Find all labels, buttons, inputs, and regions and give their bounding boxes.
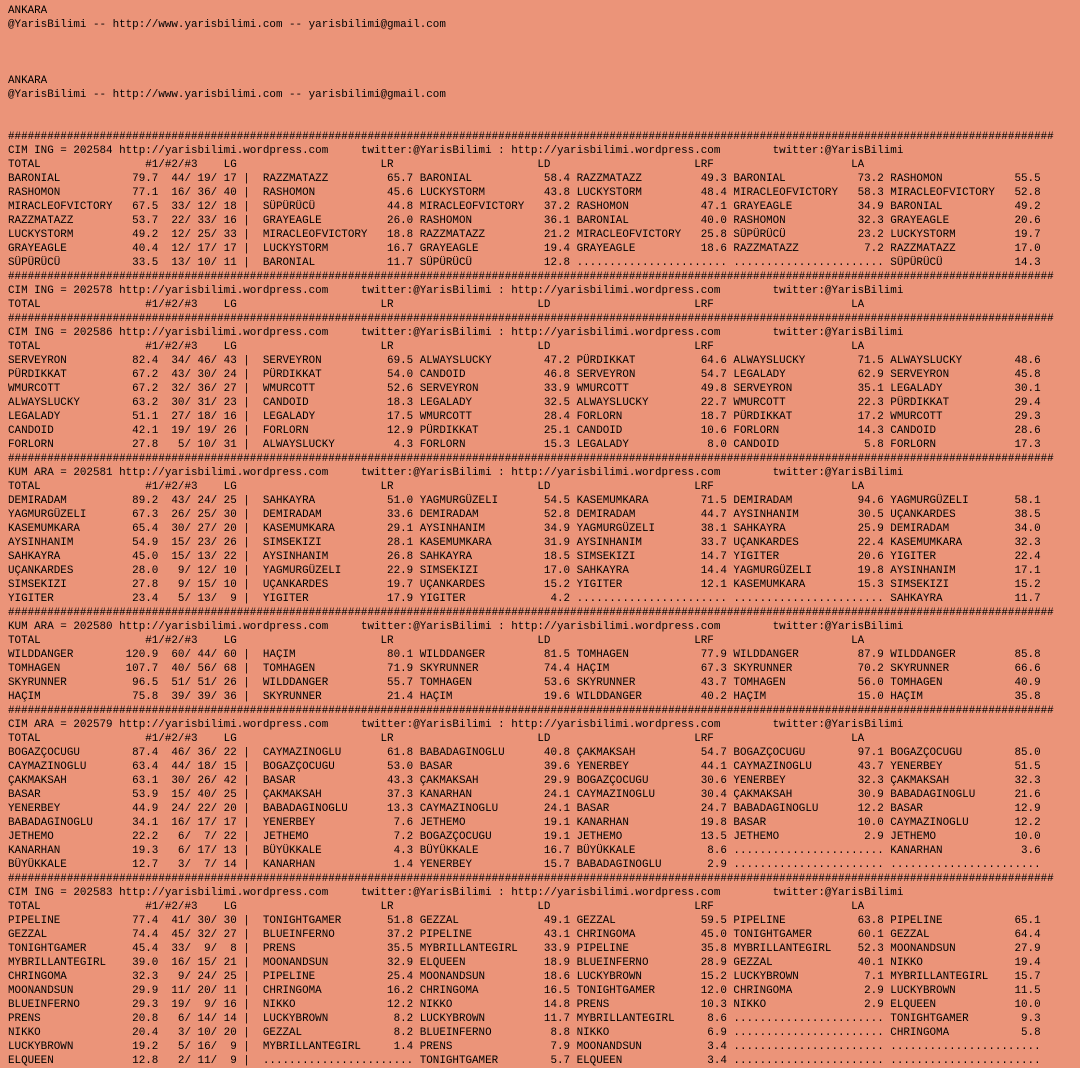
text-line: BOGAZÇOCUGU 87.4 46/ 36/ 22 | CAYMAZINOGLU 61.8 BABADAGINOGLU 40.8 ÇAKMAKSAH 54.7 BOGAZÇOCUGU 97.1 BOGAZÇOCUGU 85.0 [8, 747, 1041, 759]
section-divider: ################################################################################################################################################################ [8, 271, 1054, 283]
text-line: BÜYÜKKALE 12.7 3/ 7/ 14 | KANARHAN 1.4 YENERBEY 15.7 BABADAGINOGLU 2.9 ....................... ....................... [8, 859, 1041, 871]
race-header: CIM ING = 202586 http://yarisbilimi.wordpress.com twitter:@YarisBilimi : http://yarisbilimi.wordpress.com twitter:@YarisBilimi [8, 327, 904, 339]
text-line: SAHKAYRA 45.0 15/ 13/ 22 | AYSINHANIM 26.8 SAHKAYRA 18.5 SIMSEKIZI 14.7 YIGITER 20.6 YIGITER 22.4 [8, 551, 1041, 563]
race-header: CIM ING = 202584 http://yarisbilimi.wordpress.com twitter:@YarisBilimi : http://yarisbilimi.wordpress.com twitter:@YarisBilimi [8, 145, 904, 157]
text-line: PIPELINE 77.4 41/ 30/ 30 | TONIGHTGAMER 51.8 GEZZAL 49.1 GEZZAL 59.5 PIPELINE 63.8 PIPELINE 65.1 [8, 915, 1041, 927]
text-line: FORLORN 27.8 5/ 10/ 31 | ALWAYSLUCKY 4.3 FORLORN 15.3 LEGALADY 8.0 CANDOID 5.8 FORLORN 17.3 [8, 439, 1041, 451]
text-line: @YarisBilimi -- http://www.yarisbilimi.com -- yarisbilimi@gmail.com [8, 19, 446, 31]
section-divider: ################################################################################################################################################################ [8, 453, 1054, 465]
text-line: ANKARA [8, 75, 48, 87]
text-line: BLUEINFERNO 29.3 19/ 9/ 16 | NIKKO 12.2 NIKKO 14.8 PRENS 10.3 NIKKO 2.9 ELQUEEN 10.0 [8, 999, 1041, 1011]
text-line: CANDOID 42.1 19/ 19/ 26 | FORLORN 12.9 PÜRDIKKAT 25.1 CANDOID 10.6 FORLORN 14.3 CANDOID 28.6 [8, 425, 1041, 437]
section-divider: ################################################################################################################################################################ [8, 131, 1054, 143]
text-line: NIKKO 20.4 3/ 10/ 20 | GEZZAL 8.2 BLUEINFERNO 8.8 NIKKO 6.9 ....................... CHRINGOMA 5.8 [8, 1027, 1041, 1039]
text-line: SERVEYRON 82.4 34/ 46/ 43 | SERVEYRON 69.5 ALWAYSLUCKY 47.2 PÜRDIKKAT 64.6 ALWAYSLUCKY 71.5 ALWAYSLUCKY 48.6 [8, 355, 1041, 367]
text-line: WMURCOTT 67.2 32/ 36/ 27 | WMURCOTT 52.6 SERVEYRON 33.9 WMURCOTT 49.8 SERVEYRON 35.1 LEGALADY 30.1 [8, 383, 1041, 395]
column-header: TOTAL #1/#2/#3 LG LR LD LRF LA [8, 733, 865, 745]
section-divider: ################################################################################################################################################################ [8, 873, 1054, 885]
column-header: TOTAL #1/#2/#3 LG LR LD LRF LA [8, 635, 865, 647]
section-divider: ################################################################################################################################################################ [8, 607, 1054, 619]
text-line: ÇAKMAKSAH 63.1 30/ 26/ 42 | BASAR 43.3 ÇAKMAKSAH 29.9 BOGAZÇOCUGU 30.6 YENERBEY 32.3 ÇAKMAKSAH 32.3 [8, 775, 1041, 787]
text-line: JETHEMO 22.2 6/ 7/ 22 | JETHEMO 7.2 BOGAZÇOCUGU 19.1 JETHEMO 13.5 JETHEMO 2.9 JETHEMO 10.0 [8, 831, 1041, 843]
text-line: DEMIRADAM 89.2 43/ 24/ 25 | SAHKAYRA 51.0 YAGMURGÜZELI 54.5 KASEMUMKARA 71.5 DEMIRADAM 94.6 YAGMURGÜZELI 58.1 [8, 495, 1041, 507]
text-line: TOMHAGEN 107.7 40/ 56/ 68 | TOMHAGEN 71.9 SKYRUNNER 74.4 HAÇIM 67.3 SKYRUNNER 70.2 SKYRUNNER 66.6 [8, 663, 1041, 675]
text-line: ALWAYSLUCKY 63.2 30/ 31/ 23 | CANDOID 18.3 LEGALADY 32.5 ALWAYSLUCKY 22.7 WMURCOTT 22.3 PÜRDIKKAT 29.4 [8, 397, 1041, 409]
text-line: SIMSEKIZI 27.8 9/ 15/ 10 | UÇANKARDES 19.7 UÇANKARDES 15.2 YIGITER 12.1 KASEMUMKARA 15.3 SIMSEKIZI 15.2 [8, 579, 1041, 591]
text-line: @YarisBilimi -- http://www.yarisbilimi.com -- yarisbilimi@gmail.com [8, 89, 446, 101]
text-line: KASEMUMKARA 65.4 30/ 27/ 20 | KASEMUMKARA 29.1 AYSINHANIM 34.9 YAGMURGÜZELI 38.1 SAHKAYRA 25.9 DEMIRADAM 34.0 [8, 523, 1041, 535]
text-line: LEGALADY 51.1 27/ 18/ 16 | LEGALADY 17.5 WMURCOTT 28.4 FORLORN 18.7 PÜRDIKKAT 17.2 WMURCOTT 29.3 [8, 411, 1041, 423]
text-line: MOONANDSUN 29.9 11/ 20/ 11 | CHRINGOMA 16.2 CHRINGOMA 16.5 TONIGHTGAMER 12.0 CHRINGOMA 2.9 LUCKYBROWN 11.5 [8, 985, 1041, 997]
text-line: HAÇIM 75.8 39/ 39/ 36 | SKYRUNNER 21.4 HAÇIM 19.6 WILDDANGER 40.2 HAÇIM 15.0 HAÇIM 35.8 [8, 691, 1041, 703]
column-header: TOTAL #1/#2/#3 LG LR LD LRF LA [8, 341, 865, 353]
race-header: KUM ARA = 202581 http://yarisbilimi.wordpress.com twitter:@YarisBilimi : http://yarisbilimi.wordpress.com twitter:@YarisBilimi [8, 467, 904, 479]
text-line: RASHOMON 77.1 16/ 36/ 40 | RASHOMON 45.6 LUCKYSTORM 43.8 LUCKYSTORM 48.4 MIRACLEOFVICTORY 58.3 MIRACLEOFVICTORY 52.8 [8, 187, 1041, 199]
text-line: PRENS 20.8 6/ 14/ 14 | LUCKYBROWN 8.2 LUCKYBROWN 11.7 MYBRILLANTEGIRL 8.6 ....................... TONIGHTGAMER 9.3 [8, 1013, 1041, 1025]
text-line: LUCKYSTORM 49.2 12/ 25/ 33 | MIRACLEOFVICTORY 18.8 RAZZMATAZZ 21.2 MIRACLEOFVICTORY 25.8 SÜPÜRÜCÜ 23.2 LUCKYSTORM 19.7 [8, 229, 1041, 241]
section-divider: ################################################################################################################################################################ [8, 313, 1054, 325]
text-line: BABADAGINOGLU 34.1 16/ 17/ 17 | YENERBEY 7.6 JETHEMO 19.1 KANARHAN 19.8 BASAR 10.0 CAYMAZINOGLU 12.2 [8, 817, 1041, 829]
race-header: CIM ING = 202583 http://yarisbilimi.wordpress.com twitter:@YarisBilimi : http://yarisbilimi.wordpress.com twitter:@YarisBilimi [8, 887, 904, 899]
text-line: KANARHAN 19.3 6/ 17/ 13 | BÜYÜKKALE 4.3 BÜYÜKKALE 16.7 BÜYÜKKALE 8.6 ....................... KANARHAN 3.6 [8, 845, 1041, 857]
text-line: YENERBEY 44.9 24/ 22/ 20 | BABADAGINOGLU 13.3 CAYMAZINOGLU 24.1 BASAR 24.7 BABADAGINOGLU 12.2 BASAR 12.9 [8, 803, 1041, 815]
section-divider: ################################################################################################################################################################ [8, 705, 1054, 717]
column-header: TOTAL #1/#2/#3 LG LR LD LRF LA [8, 299, 865, 311]
text-line: UÇANKARDES 28.0 9/ 12/ 10 | YAGMURGÜZELI 22.9 SIMSEKIZI 17.0 SAHKAYRA 14.4 YAGMURGÜZELI 19.8 AYSINHANIM 17.1 [8, 565, 1041, 577]
blank-line [8, 60, 1080, 74]
text-line: YIGITER 23.4 5/ 13/ 9 | YIGITER 17.9 YIGITER 4.2 ....................... ....................... SAHKAYRA 11.7 [8, 593, 1041, 605]
text-line: PÜRDIKKAT 67.2 43/ 30/ 24 | PÜRDIKKAT 54.0 CANDOID 46.8 SERVEYRON 54.7 LEGALADY 62.9 SERVEYRON 45.8 [8, 369, 1041, 381]
text-line: SKYRUNNER 96.5 51/ 51/ 26 | WILDDANGER 55.7 TOMHAGEN 53.6 SKYRUNNER 43.7 TOMHAGEN 56.0 TOMHAGEN 40.9 [8, 677, 1041, 689]
text-line: BARONIAL 79.7 44/ 19/ 17 | RAZZMATAZZ 65.7 BARONIAL 58.4 RAZZMATAZZ 49.3 BARONIAL 73.2 RASHOMON 55.5 [8, 173, 1041, 185]
race-header: KUM ARA = 202580 http://yarisbilimi.wordpress.com twitter:@YarisBilimi : http://yarisbilimi.wordpress.com twitter:@YarisBilimi [8, 621, 904, 633]
text-line: RAZZMATAZZ 53.7 22/ 33/ 16 | GRAYEAGLE 26.0 RASHOMON 36.1 BARONIAL 40.0 RASHOMON 32.3 GRAYEAGLE 20.6 [8, 215, 1041, 227]
blank-line [8, 32, 1080, 46]
column-header: TOTAL #1/#2/#3 LG LR LD LRF LA [8, 901, 865, 913]
text-line: WILDDANGER 120.9 60/ 44/ 60 | HAÇIM 80.1 WILDDANGER 81.5 TOMHAGEN 77.9 WILDDANGER 87.9 WILDDANGER 85.8 [8, 649, 1041, 661]
column-header: TOTAL #1/#2/#3 LG LR LD LRF LA [8, 481, 865, 493]
text-line: MIRACLEOFVICTORY 67.5 33/ 12/ 18 | SÜPÜRÜCÜ 44.8 MIRACLEOFVICTORY 37.2 RASHOMON 47.1 GRAYEAGLE 34.9 BARONIAL 49.2 [8, 201, 1041, 213]
text-line: MYBRILLANTEGIRL 39.0 16/ 15/ 21 | MOONANDSUN 32.9 ELQUEEN 18.9 BLUEINFERNO 28.9 GEZZAL 40.1 NIKKO 19.4 [8, 957, 1041, 969]
blank-line [8, 116, 1080, 130]
race-header: CIM ARA = 202579 http://yarisbilimi.wordpress.com twitter:@YarisBilimi : http://yarisbilimi.wordpress.com twitter:@YarisBilimi [8, 719, 904, 731]
text-line: LUCKYBROWN 19.2 5/ 16/ 9 | MYBRILLANTEGIRL 1.4 PRENS 7.9 MOONANDSUN 3.4 ....................... ....................... [8, 1041, 1041, 1053]
text-line: ANKARA [8, 5, 48, 17]
text-line: ELQUEEN 12.8 2/ 11/ 9 | ....................... TONIGHTGAMER 5.7 ELQUEEN 3.4 ....................... ....................... [8, 1055, 1041, 1067]
text-line: CAYMAZINOGLU 63.4 44/ 18/ 15 | BOGAZÇOCUGU 53.0 BASAR 39.6 YENERBEY 44.1 CAYMAZINOGLU 43.7 YENERBEY 51.5 [8, 761, 1041, 773]
text-line: BASAR 53.9 15/ 40/ 25 | ÇAKMAKSAH 37.3 KANARHAN 24.1 CAYMAZINOGLU 30.4 ÇAKMAKSAH 30.9 BABADAGINOGLU 21.6 [8, 789, 1041, 801]
blank-line [8, 102, 1080, 116]
text-line: CHRINGOMA 32.3 9/ 24/ 25 | PIPELINE 25.4 MOONANDSUN 18.6 LUCKYBROWN 15.2 LUCKYBROWN 7.1 MYBRILLANTEGIRL 15.7 [8, 971, 1041, 983]
blank-line [8, 46, 1080, 60]
text-line: SÜPÜRÜCÜ 33.5 13/ 10/ 11 | BARONIAL 11.7 SÜPÜRÜCÜ 12.8 ....................... ....................... SÜPÜRÜCÜ 14.3 [8, 257, 1041, 269]
text-line: YAGMURGÜZELI 67.3 26/ 25/ 30 | DEMIRADAM 33.6 DEMIRADAM 52.8 DEMIRADAM 44.7 AYSINHANIM 30.5 UÇANKARDES 38.5 [8, 509, 1041, 521]
text-line: GEZZAL 74.4 45/ 32/ 27 | BLUEINFERNO 37.2 PIPELINE 43.1 CHRINGOMA 45.0 TONIGHTGAMER 60.1 GEZZAL 64.4 [8, 929, 1041, 941]
race-header: CIM ING = 202578 http://yarisbilimi.wordpress.com twitter:@YarisBilimi : http://yarisbilimi.wordpress.com twitter:@YarisBilimi [8, 285, 904, 297]
text-line: AYSINHANIM 54.9 15/ 23/ 26 | SIMSEKIZI 28.1 KASEMUMKARA 31.9 AYSINHANIM 33.7 UÇANKARDES 22.4 KASEMUMKARA 32.3 [8, 537, 1041, 549]
text-line: GRAYEAGLE 40.4 12/ 17/ 17 | LUCKYSTORM 16.7 GRAYEAGLE 19.4 GRAYEAGLE 18.6 RAZZMATAZZ 7.2 RAZZMATAZZ 17.0 [8, 243, 1041, 255]
column-header: TOTAL #1/#2/#3 LG LR LD LRF LA [8, 159, 865, 171]
text-line: TONIGHTGAMER 45.4 33/ 9/ 8 | PRENS 35.5 MYBRILLANTEGIRL 33.9 PIPELINE 35.8 MYBRILLANTEGIRL 52.3 MOONANDSUN 27.9 [8, 943, 1041, 955]
